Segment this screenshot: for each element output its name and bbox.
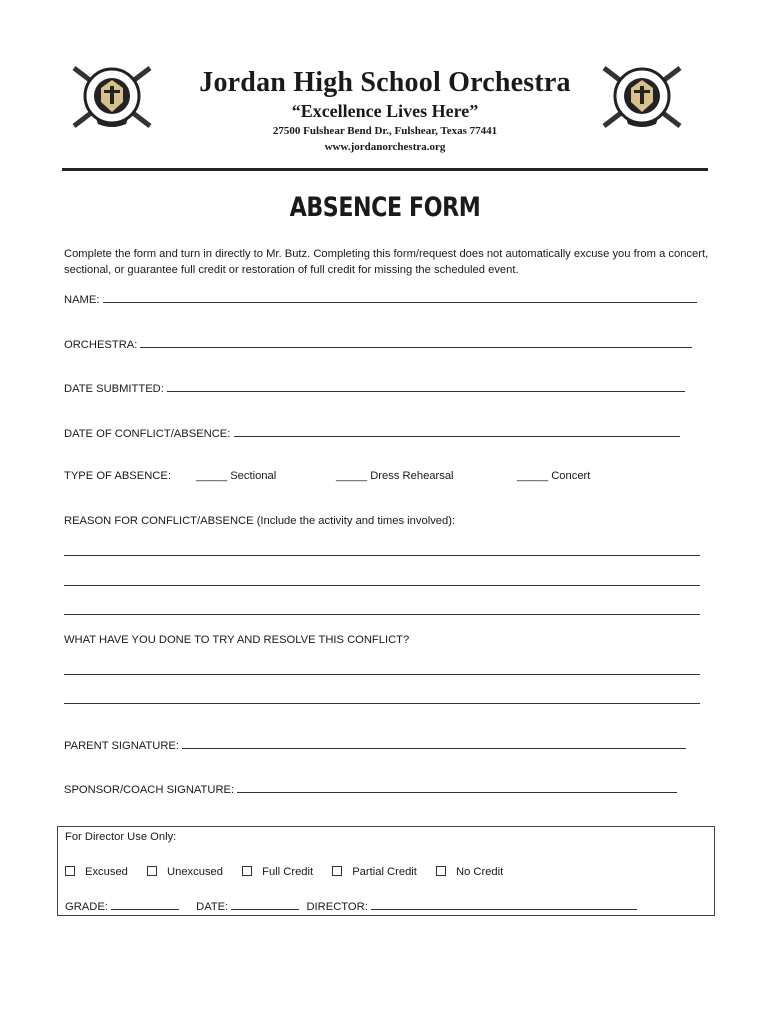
name-field[interactable] <box>64 292 697 306</box>
type-label: TYPE OF ABSENCE: <box>64 470 171 482</box>
resolve-label: WHAT HAVE YOU DONE TO TRY AND RESOLVE THIS CONFLICT? <box>64 634 410 646</box>
address: 27500 Fulshear Bend Dr., Fulshear, Texas 77441 <box>272 125 498 137</box>
grade-label: GRADE: <box>65 901 108 913</box>
excused-checkbox[interactable] <box>65 866 75 876</box>
parent-signature-line[interactable] <box>182 738 686 749</box>
type-dress-rehearsal[interactable]: _____ Dress Rehearsal <box>336 470 454 482</box>
parent-signature-label: PARENT SIGNATURE: <box>64 740 179 752</box>
partial-credit-label: Partial Credit <box>352 866 417 878</box>
type-concert[interactable]: _____ Concert <box>517 470 591 482</box>
partial-credit-checkbox[interactable] <box>332 866 342 876</box>
grade-line[interactable] <box>111 899 179 910</box>
sponsor-signature-line[interactable] <box>237 782 677 793</box>
sponsor-signature-field[interactable] <box>64 782 677 796</box>
no-credit-label: No Credit <box>456 866 504 878</box>
reason-line-2[interactable] <box>64 575 700 589</box>
orchestra-line[interactable] <box>140 337 692 348</box>
director-box-title: For Director Use Only: <box>65 831 177 843</box>
school-name: Jordan High School Orchestra <box>199 67 571 98</box>
excused-label: Excused <box>85 866 128 878</box>
director-options <box>65 866 519 878</box>
name-line[interactable] <box>103 292 697 303</box>
reason-label: REASON FOR CONFLICT/ABSENCE (Include the activity and times involved): <box>64 515 456 527</box>
parent-signature-field[interactable] <box>64 738 686 752</box>
date-conflict-field[interactable] <box>64 426 680 440</box>
no-credit-checkbox[interactable] <box>436 866 446 876</box>
director-use-box <box>57 826 715 916</box>
orchestra-field[interactable] <box>64 337 692 351</box>
unexcused-checkbox[interactable] <box>147 866 157 876</box>
header-divider <box>62 168 708 171</box>
date-line[interactable] <box>231 899 299 910</box>
date-conflict-line[interactable] <box>234 426 680 437</box>
website: www.jordanorchestra.org <box>324 141 446 153</box>
date-submitted-line[interactable] <box>167 381 685 392</box>
name-label: NAME: <box>64 294 100 306</box>
date-submitted-field[interactable] <box>64 381 685 395</box>
intro-text: Complete the form and turn in directly to Mr. Butz. Completing this form/request does not automatically excuse you from a concert, sectional, or guarantee full credit or restoration of full credit for missing the scheduled event. <box>64 248 709 276</box>
full-credit-label: Full Credit <box>262 866 314 878</box>
orchestra-label: ORCHESTRA: <box>64 339 138 351</box>
unexcused-label: Unexcused <box>167 866 224 878</box>
form-title: ABSENCE FORM <box>289 192 481 223</box>
resolve-line-2[interactable] <box>64 693 700 707</box>
reason-line-3[interactable] <box>64 604 700 618</box>
date-label: DATE: <box>196 901 229 913</box>
type-sectional[interactable]: _____ Sectional <box>196 470 277 482</box>
reason-line-1[interactable] <box>64 545 700 559</box>
date-submitted-label: DATE SUBMITTED: <box>64 383 164 395</box>
warriors-logo-left <box>66 60 158 132</box>
motto: “Excellence Lives Here” <box>291 101 479 121</box>
director-line[interactable] <box>371 899 637 910</box>
director-label: DIRECTOR: <box>306 901 368 913</box>
type-of-absence-row <box>64 470 171 482</box>
full-credit-checkbox[interactable] <box>242 866 252 876</box>
sponsor-signature-label: SPONSOR/COACH SIGNATURE: <box>64 784 235 796</box>
director-footer-row <box>65 899 637 913</box>
letterhead <box>150 66 620 154</box>
resolve-line-1[interactable] <box>64 664 700 678</box>
date-conflict-label: DATE OF CONFLICT/ABSENCE: <box>64 428 231 440</box>
